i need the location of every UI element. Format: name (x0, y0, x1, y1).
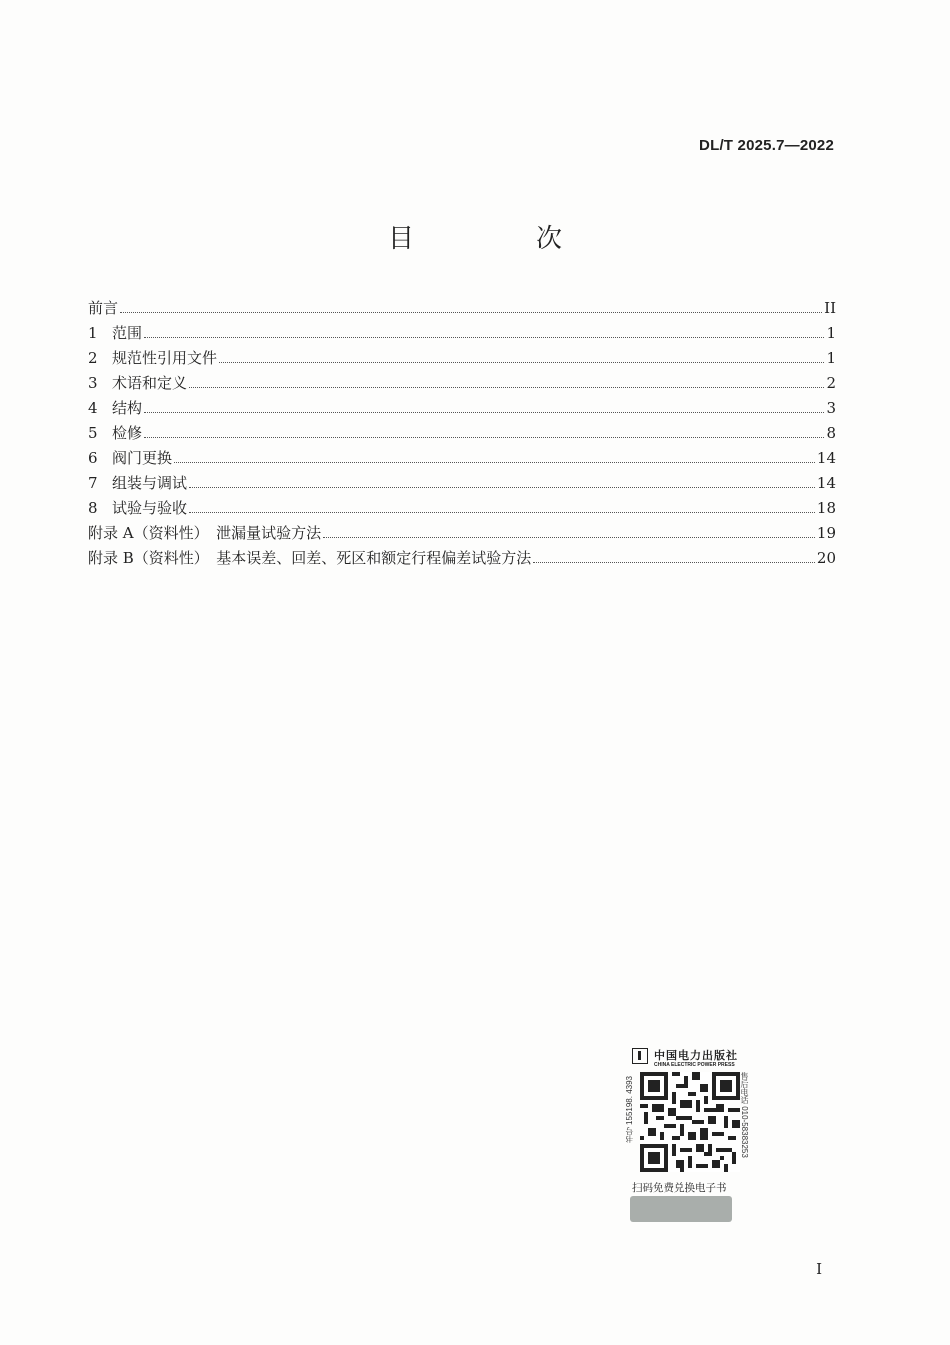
toc-entry-number: 6 (88, 449, 98, 467)
toc-entry-number: 5 (88, 424, 98, 442)
publisher-qr-block (622, 1044, 750, 1224)
toc-entry[interactable] (88, 521, 836, 546)
toc-leader-dots (144, 437, 824, 438)
toc-leader-dots (533, 562, 815, 563)
toc-entry-page: 14 (816, 449, 836, 467)
toc-entry[interactable] (88, 496, 836, 521)
toc-entry-label: 组装与调试 (112, 474, 188, 492)
toc-leader-dots (120, 312, 822, 313)
qr-code-icon[interactable] (640, 1072, 740, 1172)
toc-leader-dots (144, 412, 824, 413)
toc-leader-dots (189, 487, 815, 488)
toc-entry[interactable] (88, 371, 836, 396)
publisher-name-en: CHINA ELECTRIC POWER PRESS (654, 1062, 735, 1068)
service-phone: 售后电话 010-58383253 (740, 1072, 749, 1158)
toc-entry-page: 20 (816, 549, 836, 567)
toc-entry-page: 1 (826, 349, 836, 367)
toc-entry[interactable] (88, 396, 836, 421)
toc-entry-label: 检修 (112, 424, 143, 442)
qr-caption: 扫码免费兑换电子书 (632, 1182, 727, 1194)
toc-leader-dots (189, 387, 824, 388)
toc-entry[interactable] (88, 296, 836, 321)
toc-entry[interactable] (88, 471, 836, 496)
toc-entry-label: 前言 (88, 299, 119, 317)
toc-entry[interactable] (88, 421, 836, 446)
scratch-off-code[interactable] (630, 1196, 732, 1222)
toc-entry-page: 19 (816, 524, 836, 542)
publisher-logo-icon (632, 1048, 648, 1064)
toc-entry-number: 3 (88, 374, 98, 392)
toc-entry-page: II (824, 299, 836, 317)
toc-entry-number: 4 (88, 399, 98, 417)
toc-entry[interactable] (88, 321, 836, 346)
toc-entry-page: 14 (816, 474, 836, 492)
book-number: 书号 155198. 4393 (625, 1076, 634, 1144)
toc-entry-number: 2 (88, 349, 98, 367)
toc-leader-dots (144, 337, 824, 338)
toc-leader-dots (219, 362, 824, 363)
toc-entry-label: 范围 (112, 324, 143, 342)
toc-entry[interactable] (88, 546, 836, 571)
toc-entry-page: 18 (816, 499, 836, 517)
toc-entry-number: 7 (88, 474, 98, 492)
toc-entry[interactable] (88, 446, 836, 471)
toc-entry-label: 试验与验收 (112, 499, 188, 517)
toc-entry-label: 结构 (112, 399, 143, 417)
toc-leader-dots (174, 462, 815, 463)
standard-code: DL/T 2025.7—2022 (699, 137, 834, 154)
page-number: I (816, 1260, 822, 1278)
toc-entry-page: 3 (826, 399, 836, 417)
toc-leader-dots (189, 512, 815, 513)
toc-entry-page: 2 (826, 374, 836, 392)
toc-entry-number: 1 (88, 324, 98, 342)
toc-entry-number: 8 (88, 499, 98, 517)
toc-entry-page: 1 (826, 324, 836, 342)
toc-entry-label: 规范性引用文件 (112, 349, 218, 367)
toc-entry-label: 阀门更换 (112, 449, 173, 467)
toc-entry-label: 附录 A（资料性） 泄漏量试验方法 (88, 524, 322, 542)
publisher-name: 中国电力出版社 (654, 1049, 738, 1062)
toc-entry-label: 附录 B（资料性） 基本误差、回差、死区和额定行程偏差试验方法 (88, 549, 532, 567)
toc-entry[interactable] (88, 346, 836, 371)
toc-leader-dots (323, 537, 815, 538)
toc-title: 目 次 (387, 224, 610, 254)
toc-entry-page: 8 (826, 424, 836, 442)
table-of-contents (88, 296, 836, 571)
toc-entry-label: 术语和定义 (112, 374, 188, 392)
